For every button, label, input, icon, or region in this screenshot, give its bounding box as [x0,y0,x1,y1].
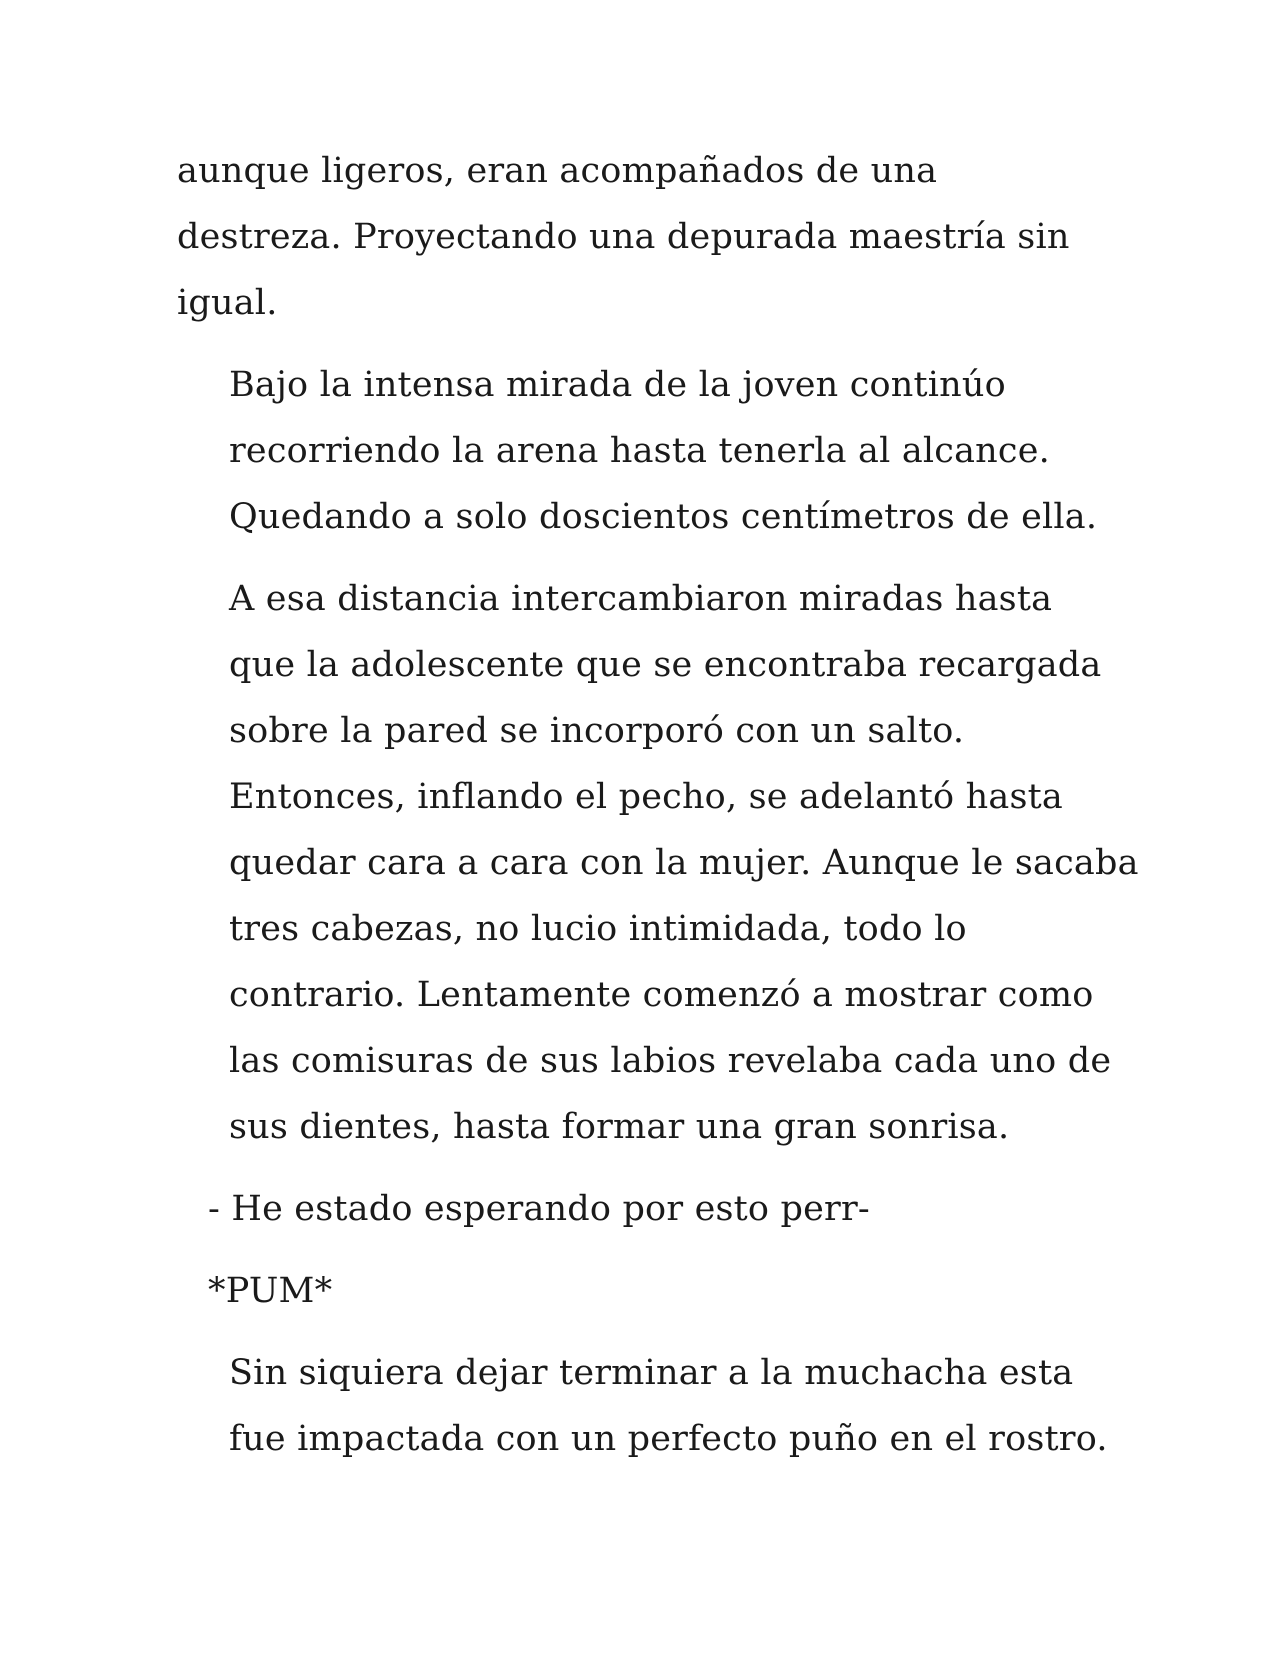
text-line: recorriendo la arena hasta tenerla al alcance. [229,431,1050,471]
text-line: destreza. Proyectando una depurada maestría sin [177,217,1070,257]
text-line: igual. [177,283,278,323]
text-line: contrario. Lentamente comenzó a mostrar como [229,975,1094,1015]
dialog-line [177,1176,1117,1242]
text-line: Sin siquiera dejar terminar a la muchacha esta [229,1353,1074,1393]
text-line: *PUM* [208,1271,333,1311]
text-line: fue impactada con un perfecto puño en el rostro. [229,1419,1108,1459]
paragraph-3 [177,566,1139,1160]
text-line: sobre la pared se incorporó con un salto. [229,711,965,751]
paragraph-4 [177,1340,1117,1472]
body-text [177,138,1139,1488]
text-line: quedar cara a cara con la mujer. Aunque le sacaba [229,843,1139,883]
text-line: Quedando a solo doscientos centímetros de ella. [229,497,1098,537]
text-line: aunque ligeros, eran acompañados de una [177,151,938,191]
text-line: A esa distancia intercambiaron miradas hasta [229,579,1053,619]
text-line: - He estado esperando por esto perr- [208,1189,870,1229]
text-line: tres cabezas, no lucio intimidada, todo lo [229,909,967,949]
paragraph-1 [177,138,1117,336]
text-line: Entonces, inflando el pecho, se adelantó hasta [229,777,1063,817]
text-line: sus dientes, hasta formar una gran sonrisa. [229,1107,1010,1147]
text-line: que la adolescente que se encontraba recargada [229,645,1102,685]
text-line: Bajo la intensa mirada de la joven continúo [229,365,1006,405]
paragraph-2 [177,352,1117,550]
text-line: las comisuras de sus labios revelaba cada uno de [229,1041,1112,1081]
sound-effect [177,1258,1117,1324]
